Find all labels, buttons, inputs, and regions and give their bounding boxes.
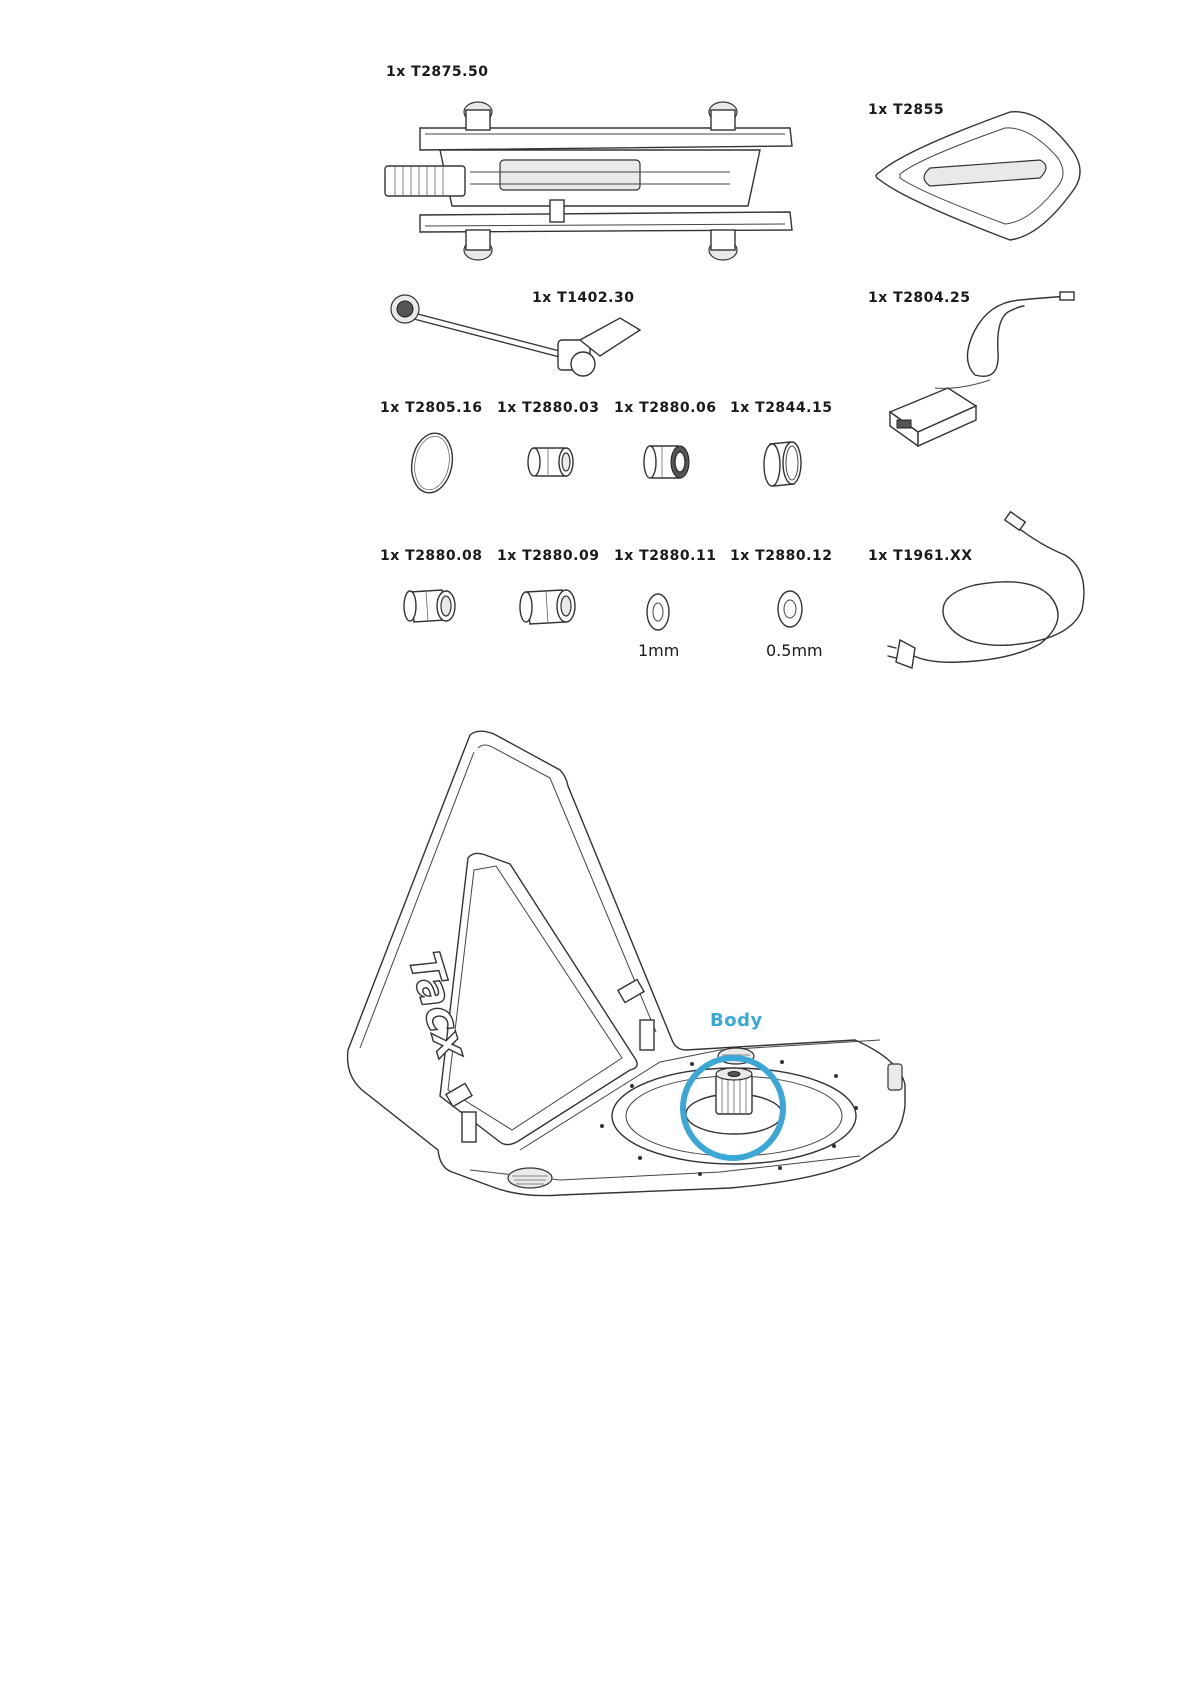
power-adapter-illustration bbox=[890, 292, 1074, 446]
part-label-riser-block: 1x T2855 bbox=[868, 102, 945, 118]
part-label-adapter-09: 1x T2880.09 bbox=[497, 548, 600, 564]
washer-05mm-illustration bbox=[778, 591, 802, 627]
part-label-power-cord: 1x T1961.XX bbox=[868, 548, 973, 564]
power-cord-illustration bbox=[888, 512, 1084, 668]
part-label-washer-11: 1x T2880.11 bbox=[614, 548, 717, 564]
part-label-adapter-03: 1x T2880.03 bbox=[497, 400, 600, 416]
thru-axle-illustration bbox=[391, 295, 640, 376]
part-label-adapter-06: 1x T2880.06 bbox=[614, 400, 717, 416]
part-label-spacer-ring: 1x T2844.15 bbox=[730, 400, 833, 416]
part-label-adapter-08: 1x T2880.08 bbox=[380, 548, 483, 564]
adapter-03-illustration bbox=[528, 448, 573, 476]
part-label-thru-axle: 1x T1402.30 bbox=[532, 290, 635, 306]
part-label-washer-12: 1x T2880.12 bbox=[730, 548, 833, 564]
part-label-o-ring: 1x T2805.16 bbox=[380, 400, 483, 416]
washer-11-thickness: 1mm bbox=[638, 641, 680, 660]
brand-logo: Tacx bbox=[397, 946, 479, 1066]
part-label-power-adapter: 1x T2804.25 bbox=[868, 290, 971, 306]
adapter-09-illustration bbox=[520, 590, 575, 624]
leg-assembly-illustration bbox=[385, 102, 792, 260]
adapter-06-illustration bbox=[644, 446, 689, 478]
adapter-08-illustration bbox=[404, 590, 455, 622]
part-label-leg-assembly: 1x T2875.50 bbox=[386, 64, 489, 80]
spacer-ring-illustration bbox=[764, 442, 801, 486]
o-ring-illustration bbox=[407, 430, 457, 496]
body-callout-label: Body bbox=[710, 1010, 763, 1031]
washer-12-thickness: 0.5mm bbox=[766, 641, 823, 660]
washer-1mm-illustration bbox=[647, 594, 669, 630]
riser-block-illustration bbox=[876, 112, 1080, 240]
